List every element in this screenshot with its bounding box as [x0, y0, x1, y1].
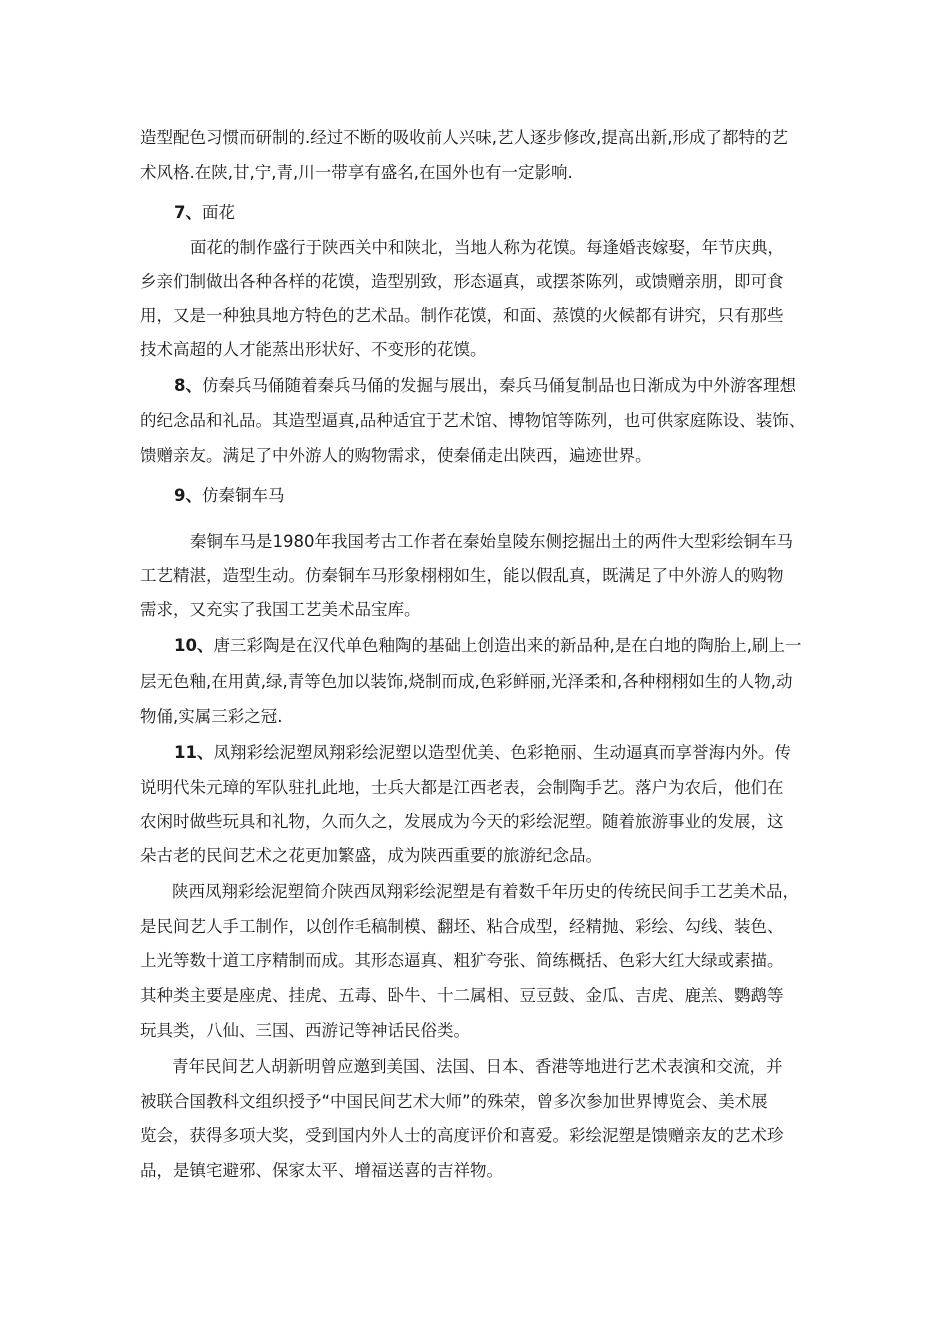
- section-heading-11: [174, 743, 791, 763]
- section-title: 面花: [201, 203, 235, 222]
- paragraph-line: 术风格.在陕,甘,宁,青,川一带享有盛名,在国外也有一定影响.: [140, 163, 573, 182]
- section-heading-7: [174, 203, 235, 223]
- paragraph-line: 是民间艺人手工制作，以创作毛稿制模、翻坯、粘合成型，经精抛、彩绘、勾线、装色、: [140, 917, 784, 936]
- paragraph-line: 上光等数十道工序精制而成。其形态逼真、粗犷夸张、简练概括、色彩大红大绿或素描。: [140, 951, 784, 970]
- section-heading-9: [174, 486, 284, 506]
- paragraph-line: 说明代朱元璋的军队驻扎此地，士兵大都是江西老表，会制陶手艺。落户为农后，他们在: [140, 778, 784, 797]
- paragraph-line: 技术高超的人才能蒸出形状好、不变形的花馍。: [140, 340, 487, 359]
- section-number: 7、: [174, 203, 202, 222]
- section-text: 凤翔彩绘泥塑凤翔彩绘泥塑以造型优美、色彩艳丽、生动逼真而享誉海内外。传: [213, 743, 791, 762]
- paragraph-line: 层无色釉,在用黄,绿,青等色加以装饰,烧制而成,色彩鲜丽,光泽柔和,各种栩栩如生的人物,动: [140, 672, 793, 691]
- section-number: 10、: [174, 636, 214, 655]
- section-number: 9、: [174, 486, 202, 505]
- paragraph-line: 造型配色习惯而研制的.经过不断的吸收前人兴味,艺人逐步修改,提高出新,形成了都特的艺: [140, 128, 788, 147]
- paragraph-line: 物俑,实属三彩之冠.: [140, 707, 283, 726]
- section-text: 仿秦兵马俑随着秦兵马俑的发掘与展出，秦兵马俑复制品也日渐成为中外游客理想: [201, 376, 796, 395]
- paragraph-line: 览会，获得多项大奖，受到国内外人士的高度评价和喜爱。彩绘泥塑是馈赠亲友的艺术珍: [140, 1126, 784, 1145]
- section-title: 仿秦铜车马: [201, 486, 285, 505]
- paragraph-line: 被联合国教科文组织授予“中国民间艺术大师”的殊荣，曾多次参加世界博览会、美术展: [140, 1092, 768, 1111]
- paragraph-line: 农闲时做些玩具和礼物，久而久之，发展成为今天的彩绘泥塑。随着旅游事业的发展，这: [140, 812, 784, 831]
- paragraph-line: 陕西凤翔彩绘泥塑简介陕西凤翔彩绘泥塑是有着数千年历史的传统民间手工艺美术品，: [172, 882, 799, 901]
- paragraph-line: 朵古老的民间艺术之花更加繁盛，成为陕西重要的旅游纪念品。: [140, 846, 602, 865]
- section-heading-10: [174, 636, 801, 656]
- paragraph-line: 秦铜车马是1980年我国考古工作者在秦始皇陵东侧挖掘出土的两件大型彩绘铜车马: [190, 532, 793, 551]
- section-text: 唐三彩陶是在汉代单色釉陶的基础上创造出来的新品种,是在白地的陶胎上,刷上一: [213, 636, 802, 655]
- paragraph-line: 的纪念品和礼品。其造型逼真,品种适宜于艺术馆、博物馆等陈列，也可供家庭陈设、装饰、: [140, 411, 806, 430]
- paragraph-line: 馈赠亲友。满足了中外游人的购物需求，使秦俑走出陕西，遍迹世界。: [140, 446, 652, 465]
- section-number: 8、: [174, 376, 202, 395]
- paragraph-line: 乡亲们制做出各种各样的花馍，造型别致，形态逼真，或摆茶陈列，或馈赠亲朋，即可食: [140, 272, 784, 291]
- paragraph-line: 面花的制作盛行于陕西关中和陕北，当地人称为花馍。每逢婚丧嫁娶，年节庆典，: [190, 238, 784, 257]
- paragraph-line: 工艺精湛，造型生动。仿秦铜车马形象栩栩如生，能以假乱真，既满足了中外游人的购物: [140, 566, 784, 585]
- paragraph-line: 品，是镇宅避邪、保家太平、增福送喜的吉祥物。: [140, 1161, 503, 1180]
- section-heading-8: [174, 376, 796, 396]
- paragraph-line: 青年民间艺人胡新明曾应邀到美国、法国、日本、香港等地进行艺术表演和交流，并: [172, 1057, 783, 1076]
- paragraph-line: 需求，又充实了我国工艺美术品宝库。: [140, 600, 421, 619]
- paragraph-line: 用，又是一种独具地方特色的艺术品。制作花馍，和面、蒸馍的火候都有讲究，只有那些: [140, 306, 784, 325]
- paragraph-line: 玩具类，八仙、三国、西游记等神话民俗类。: [140, 1021, 470, 1040]
- section-number: 11、: [174, 743, 214, 762]
- paragraph-line: 其种类主要是座虎、挂虎、五毒、卧牛、十二属相、豆豆鼓、金瓜、吉虎、鹿羔、鹦鹉等: [140, 986, 784, 1005]
